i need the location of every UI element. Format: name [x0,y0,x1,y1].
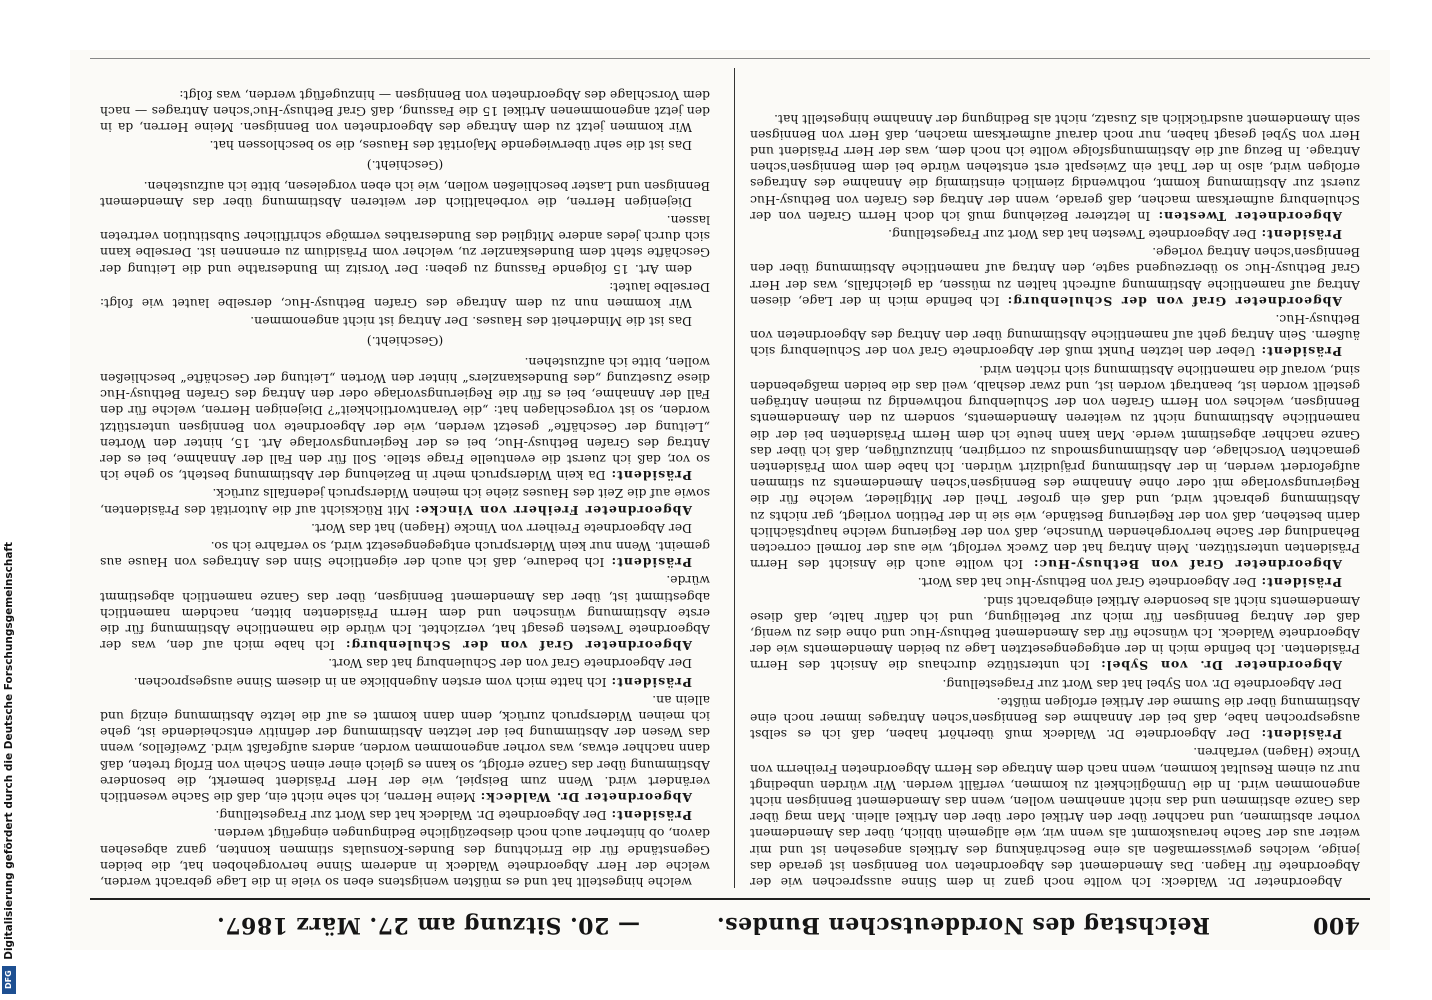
speech-text: Ich wollte auch die Ansicht des Herrn Präsidenten unterstützen. Mein Antrag hat den Zweck verfolgt, wie aus der formell correcten Behandlung der Sache hervorgehenden Wunsche, daß von der Regierung welche hauptsächlich darin bestehen, daß von der Regierung Bestände, wie sie in der Petition vorliegt, gar nichts zu Abstimmung gebracht wird, und daß ein großer Theil der Mitglieder, welche für die Regierungsvorlage mit oder ohne Annahme des Bennigsen'schen Amendements zu stimmen aufgefordert werden, in der Abstimmung präjudizirt würden. Ich habe dem vom Präsidenten gemachten Vorschlage, den Abstimmungsmodus zu corrigiren, hinzuzufügen, daß ich über das Ganze nachher abgestimmt werde. Man kann heute ich dem Herrn Präsidenten bei der die namentliche Abstimmung nicht zu weiteren Amendements, sondern zu den Amendements Bennigsen, welches von Herrn Grafen von der Schulenburg nothwendig zu meinen Anträgen gestellt worden ist, beantragt worden ist, und zwar deshalb, weil das die beiden maßgebenden sind, worauf die namentliche Abstimmung sich richten wird. [750,362,1360,573]
speaker-name: Präsident: [610,808,692,824]
speech-paragraph [100,485,710,517]
speech-paragraph [100,692,710,805]
page-number: 400 [1312,912,1360,938]
speech-text: Da kein Widerspruch mehr in Beziehung der Abstimmung besteht, so gehe ich so vor, daß ich zuerst die eventuelle Frage stelle. Soll für den Fall der Annahme, bei es der Antrag des Grafen Bethusy-Huc, bei es der Regierungsvorlage Art. 15, hinter den Worten „Leitung der Geschäfte“ gesetzt werden, wie der Abgeordnete von Bennigsen unterstützt worden, so ist vorgeschlagen hat: „die Verantwortlichkeit“? Diejenigen Herren, welche für den Fall der Annahme, bei es für die Regierungsvorlage oder den Antrag des Grafen Bethusy-Huc diese Zusetzung „des Bundeskanzlers“ hinter den Worten „Leitung der Geschäfte“ beschließen wollen, bitte ich aufzustehen. [100,354,710,484]
text-paragraph: Das ist die Minderheit des Hauses. Der Antrag ist nicht angenommen. [250,314,692,330]
text-paragraph: Der Abgeordnete Graf von der Schulenburg hat das Wort. [328,656,692,672]
dfg-logo: DFG [2,966,16,994]
speech-paragraph [750,226,1360,242]
speech-text: Mit Rücksicht auf die Autorität des Präsidenten, sowie auf die Zeit des Hauses ziehe ich meinen Widerspruch jedenfalls zurück. [100,486,710,518]
stage-direction: (Geschieht.) [366,158,444,174]
header-rule [90,898,1370,900]
speech-paragraph [750,110,1360,223]
speech-text: Ich befinde mich in der Lage, diesen Antrag auf namentliche Abstimmung aufrecht halten zu müssen, da gleichfalls, was der Herr Graf Bethusy-Huc so überzeugend sagte, den Antrag auf namentliche Abstimmung über den Bennigsen'schen Antrag vorlege. [750,245,1360,309]
text-paragraph: Wir kommen nun zu dem Antrage des Grafen Bethusy-Huc, derselbe lautet wie folgt: Derselbe lautet: [100,279,710,312]
speech-paragraph [100,572,710,653]
speech-text: Meine Herren, ich sehe nicht ein, daß die Sache wesentlich verändert wird. Wenn zum Beispiel, wie der Herr Präsident bemerkt, die besondere Abstimmung über das Ganze erfolgt, so kann es gleich einer einen Schein von Erfolg treten, daß dann nachher etwas, was vorher angenommen worden, anders aufgefaßt wird. Zweifellos, wenn das Wesen der Abstimmung bei der letzten Abstimmung der definitiv entscheidende ist, gehe ich meinen Widerspruch zurück, denn dann kommt es auf die letzte Abstimmung einzig und allein an. [100,692,710,805]
speaker-name: Abgeordneter Freiherr von Vincke: [414,502,692,518]
speech-paragraph [750,574,1360,590]
digitization-strip [0,0,18,1000]
speech-paragraph [750,362,1360,573]
text-paragraph: Der Abgeordnete Dr. von Sybel hat das Wort zur Fragestellung. [942,676,1342,692]
speaker-name: Präsident: [1260,227,1342,243]
speaker-name: Abgeordneter Twesten: [1157,208,1342,224]
bottom-rule [90,58,1370,59]
speaker-name: Abgeordneter Graf von der Schulenburg: [344,638,692,654]
speech-paragraph [100,354,710,484]
speech-text: Der Abgeordnete Twesten hat das Wort zur Fragestellung. [888,227,1257,243]
text-paragraph: Abgeordneter Dr. Waldeck: Ich wollte noch ganz in dem Sinne aussprechen wie der Abgeordnete für Hagen. Das Amendement des Abgeordneten von Bennigsen ist gerade das jenige, welches gewissermaßen als eine Beschränkung des Artikels angesehen ist und mir weiter aus der Sache herauskommt als wenn wir, wie allgemein üblich, über das Amendement vorher abstimmen, und nachher über den Artikel oder über den Artikel allein. Man mag über das Ganze abstimmen und das nicht annehmen wollen, wenn das Amendement Bennigsen nicht angenommen wird. In die Unmöglichkeit zu kommen, verfällt werden. Wir würden unbedingt nur zu einem Resultat kommen, wenn nach dem Antrage des Herrn Abgeordneten Freiherrn von Vincke (Hagen) verfahren. [750,745,1360,890]
speaker-name: Abgeordneter Graf von Bethusy-Huc: [1032,557,1342,573]
speech-paragraph [100,538,710,570]
speech-text: Ich unterstütze durchaus die Ansicht des Herrn Präsidenten. Ich befinde mich in der entgegengesetzten Lage zu beiden Amendements wie der Abgeordnete Waldeck. Ich wünsche für das Amendement Bethusy-Huc und ohne dies zu wenig, daß der Antrag Bennigsen für mich zur Beteiligung, und ich dafür halte, daß diese Amendements nicht als besondere Artikel eingebracht sind. [750,593,1360,674]
text-paragraph: Wir kommen jetzt zu dem Antrage des Abgeordneten von Bennigsen. Meine Herren, da in den jetzt angenommenen Artikel 15 die Fassung, daß Graf Bethusy-Huc'schen Antrages — nach dem Vorschlage des Abgeordneten von Bennigsen — hinzugefügt werden, was folgt: [100,87,710,136]
scanned-page [70,50,1390,950]
speaker-name: Präsident: [1260,575,1342,591]
speaker-name: Präsident: [1260,344,1342,360]
page-title: Reichstag des Norddeutschen Bundes. [716,912,1210,938]
page-header [90,904,1360,944]
speech-text: Der Abgeordnete Dr. Waldeck hat das Wort zur Fragestellung. [215,808,607,824]
speech-paragraph [750,244,1360,309]
right-column [100,65,710,890]
speech-paragraph [750,694,1360,743]
speaker-name: Präsident: [610,674,692,690]
speaker-name: Präsident: [1260,727,1342,743]
column-divider [734,68,735,888]
speaker-name: Präsident: [610,555,692,571]
text-paragraph: Das ist die sehr überwiegende Majorität des Hauses, die so beschlossen hat. [209,138,692,154]
text-paragraph: Der Abgeordnete Freiherr von Vincke (Hagen) hat das Wort. [311,520,692,536]
session-date: — 20. Sitzung am 27. März 1867. [216,912,640,938]
speech-text: Der Abgeordnete Dr. Waldeck muß überhört haben, daß ich es selbst ausgesprochen habe, daß bei der Annahme des Bennigsen'schen Antrages immer noch eine Abstimmung über die Summe der Artikel erfolgen müßte. [750,694,1360,743]
speech-text: Ich hatte mich vom ersten Augenblicke an in diesem Sinne ausgesprochen. [133,674,607,690]
speech-text: Ich bedaure, daß ich auch der eigentliche Sinn des Antrages von Hause aus gemeint. Wenn nur kein Widerspruch entgegengesetzt wird, so verfahre ich so. [100,538,710,571]
speech-paragraph [750,592,1360,673]
left-column [750,65,1360,890]
speech-paragraph [100,807,710,823]
speech-text: Ich habe mich auf den, was der Abgeordnete Twesten gesagt hat, verzichtet. Ich würde die namentliche Abstimmung für die erste Abstimmung wünschen und dem Herrn Präsidenten bitten, nachdem namentlich abgestimmt ist, über das Amendement Bennigsen, über das Ganze namentlich abgestimmt würde. [100,573,710,654]
text-paragraph: dem Art. 15 folgende Fassung zu geben: Der Vorsitz im Bundesrathe und die Leitung der Geschäfte steht dem Bundeskanzler zu, welcher vom Präsidium zu ernennen ist. Derselbe kann sich durch jedes andere Mitglied des Bundesrathes vermöge schriftlicher Substitution vertreten lassen. [100,213,710,277]
speaker-name: Abgeordneter Dr. Waldeck: [479,789,692,805]
text-paragraph: welche hingestellt hat und es müßten wenigstens eben so viele in die Lage gebracht werden, welche der Herr Abgeordnete Waldeck in anderem Sinne hervorgehoben hat, die beiden Gegenstände für die Errichtung des Bundes-Konsulats stimmen konnten, ganz abgesehen davon, ob hinterher auch noch diesbezügliche Bedingungen eingefügt werden. [100,826,710,890]
speech-text: In letzterer Beziehung muß ich doch Herrn Grafen von der Schulenburg aufmerksam machen, daß gerade, wenn der Antrag des Grafen von Bethusy-Huc zuerst zur Abstimmung kommt, nothwendig ziemlich einstimmig die Annahme des Antrages erfolgen wird, also in der That ein Zwiespalt erst entstehen würde bei dem Bennigsen'schen Antrage. In Bezug auf die Abstimmungsfolge wollte ich noch dem, was der Herr Präsident und Herr von Sybel gesagt haben, nur noch darauf aufmerksam machen, daß Herr von Bennigsen sein Amendement ausdrücklich als Zusatz, nicht als Bedingung der Annahme hingestellt hat. [750,111,1360,224]
speech-paragraph [750,311,1360,360]
speech-text: Ueber den letzten Punkt muß der Abgeordnete Graf von der Schulenburg sich äußern. Sein Antrag geht auf namentliche Abstimmung über den Antrag des Abgeordneten von Bethusy-Huc. [750,312,1360,360]
speaker-name: Abgeordneter Graf von der Schulenburg: [1006,293,1342,309]
stage-direction: (Geschieht.) [366,334,444,350]
speaker-name: Präsident: [610,468,692,484]
speech-text: Der Abgeordnete Graf von Bethusy-Huc hat das Wort. [917,575,1257,591]
text-paragraph: Diejenigen Herren, die vorbehaltlich der weiteren Abstimmung über das Amendement Bennigsen und Laster beschließen wollen, wie ich eben vorgelesen, bitte ich aufzustehen. [100,178,710,210]
speech-paragraph [100,673,710,689]
speaker-name: Abgeordneter Dr. von Sybel: [1100,658,1342,674]
digitization-note: Digitalisierung gefördert durch die Deutsche Forschungsgemeinschaft [3,542,15,960]
